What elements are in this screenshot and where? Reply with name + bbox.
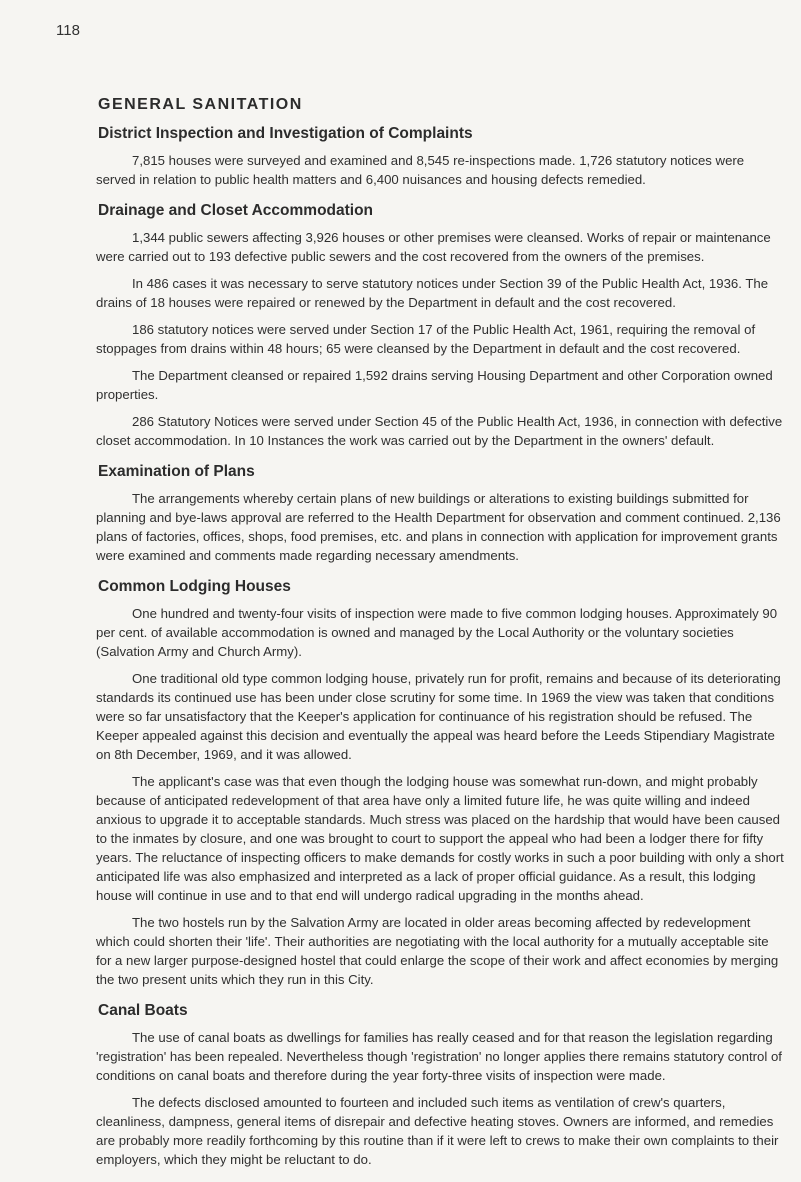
section-district-inspection — [96, 125, 786, 189]
paragraph: The defects disclosed amounted to fourteen and included such items as ventilation of crew's quarters, cleanliness, dampness, general items of disrepair and defective heating stoves. Owners are informed, and remedies are probably more readily forthcoming by this routine than if it were left to crews to make their own complaints to their employers, which they might be reluctant to do. — [96, 1095, 779, 1167]
section-heading: Canal Boats — [98, 1002, 188, 1019]
page-number: 118 — [56, 22, 80, 39]
paragraph: One traditional old type common lodging house, privately run for profit, remains and because of its deteriorating standards its continued use has been under close scrutiny for some time. In 1969 the view was taken that conditions were so far unsatisfactory that the Keeper's application for continuance of his registration should be refused. The Keeper appealed against this decision and eventually the appeal was heard before the Leeds Stipendiary Magistrate on 8th December, 1969, and it was allowed. — [96, 671, 781, 762]
paragraph: The applicant's case was that even though the lodging house was somewhat run-down, and might probably because of anticipated redevelopment of that area have only a limited future life, he was quite willing and indeed anxious to upgrade it to acceptable standards. Much stress was placed on the hardship that would have been caused to the inmates by closure, and one was brought to court to support the appeal who had been a lodger there for fifty years. The reluctance of inspecting officers to make demands for costly works in such a poor building with only a short anticipated life was also emphasized and interpreted as a lack of proper official guidance. As a result, this lodging house will continue in use and to that end will undergo radical upgrading in the months ahead. — [96, 774, 784, 903]
paragraph: The use of canal boats as dwellings for families has really ceased and for that reason the legislation regarding 'registration' has been repealed. Nevertheless though 'registration' no longer applies there remains statutory control of conditions on canal boats and therefore during the year forty-three visits of inspection were made. — [96, 1030, 782, 1083]
section-heading: Examination of Plans — [98, 463, 255, 480]
paragraph: The arrangements whereby certain plans of new buildings or alterations to existing buildings submitted for planning and bye-laws approval are referred to the Health Department for observation and comment continued. 2,136 plans of factories, offices, shops, food premises, etc. and plans in connection with application for improvement grants were examined and comments made regarding necessary amendments. — [96, 491, 781, 563]
section-heading: District Inspection and Investigation of Complaints — [98, 125, 473, 142]
paragraph: The two hostels run by the Salvation Army are located in older areas becoming affected by redevelopment which could shorten their 'life'. Their authorities are negotiating with the local authority for a mutually acceptable site for a new larger purpose-designed hostel that could enlarge the scope of their work and affect economies by merging the two present units which they run in this City. — [96, 915, 779, 987]
section-examination-of-plans — [96, 463, 786, 565]
page-title: GENERAL SANITATION — [98, 96, 303, 113]
paragraph: One hundred and twenty-four visits of inspection were made to five common lodging houses. Approximately 90 per cent. of available accommodation is owned and managed by the Local Authority or the voluntary societies (Salvation Army and Church Army). — [96, 606, 778, 659]
document-body — [96, 96, 786, 1182]
paragraph: 286 Statutory Notices were served under Section 45 of the Public Health Act, 1936, in connection with defective closet accommodation. In 10 Instances the work was carried out by the Department in the owners' default. — [96, 414, 783, 448]
paragraph: In 486 cases it was necessary to serve statutory notices under Section 39 of the Public Health Act, 1936. The drains of 18 houses were repaired or renewed by the Department in default and the cost recovered. — [96, 276, 769, 310]
section-heading: Drainage and Closet Accommodation — [98, 202, 374, 219]
paragraph: 7,815 houses were surveyed and examined and 8,545 re-inspections made. 1,726 statutory notices were served in relation to public health matters and 6,400 nuisances and housing defects remedied. — [96, 153, 745, 187]
section-common-lodging-houses — [96, 578, 786, 989]
paragraph: 186 statutory notices were served under Section 17 of the Public Health Act, 1961, requiring the removal of stoppages from drains within 48 hours; 65 were cleansed by the Department in default and the cost recovered. — [96, 322, 756, 356]
paragraph: The Department cleansed or repaired 1,592 drains serving Housing Department and other Corporation owned properties. — [96, 368, 773, 402]
paragraph: 1,344 public sewers affecting 3,926 houses or other premises were cleansed. Works of repair or maintenance were carried out to 193 defective public sewers and the cost recovered from the owners of the premises. — [96, 230, 771, 264]
section-canal-boats — [96, 1002, 786, 1169]
section-heading: Common Lodging Houses — [98, 578, 291, 595]
section-drainage — [96, 202, 786, 450]
